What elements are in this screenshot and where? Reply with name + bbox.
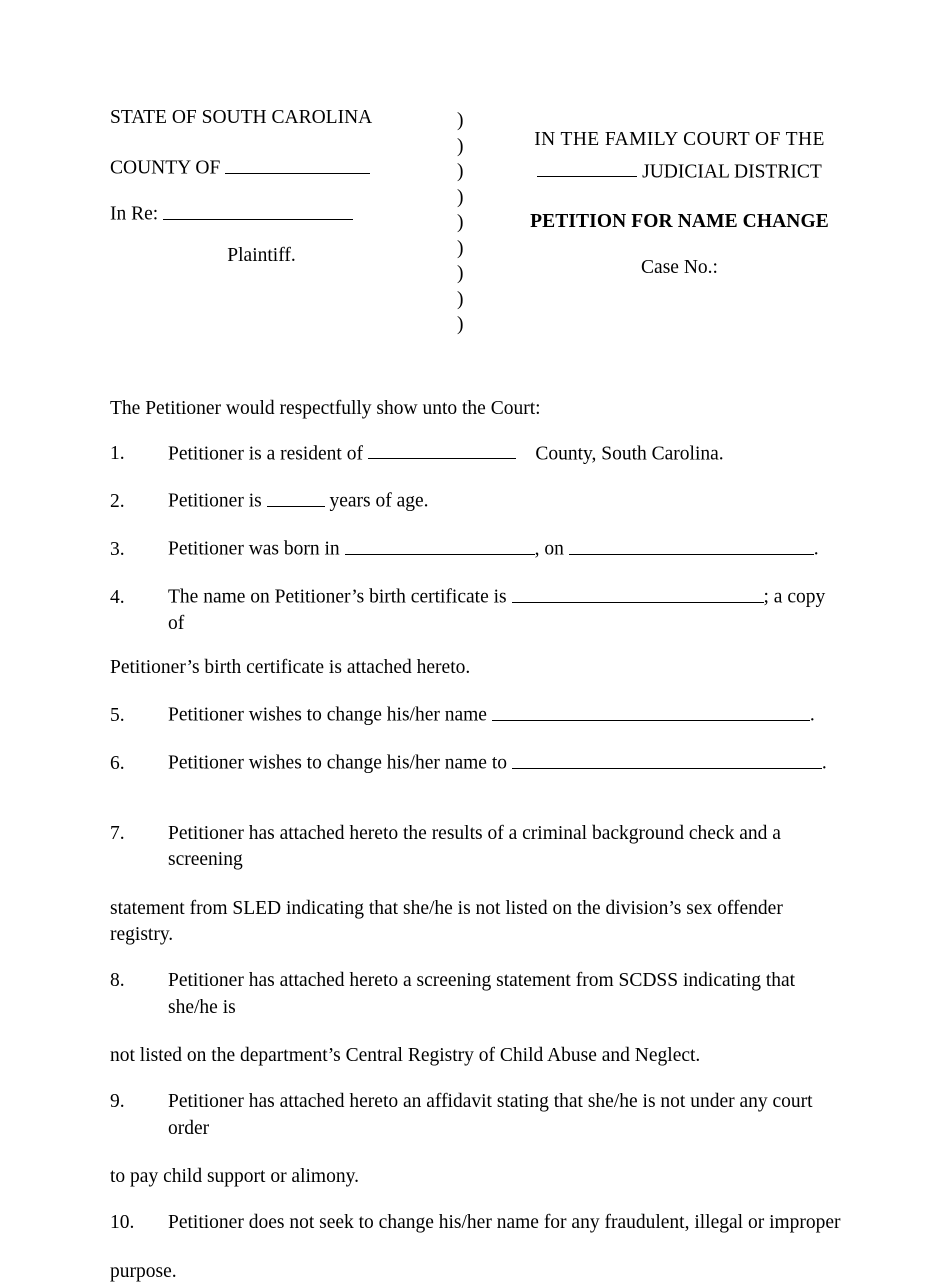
item-text-before: Petitioner wishes to change his/her name xyxy=(168,704,487,726)
judicial-district-line xyxy=(517,158,842,182)
paren-mark-5: ) xyxy=(457,212,464,233)
item-number: 4. xyxy=(110,586,125,608)
new-name-blank[interactable] xyxy=(512,749,822,769)
item-text-after: County, South Carolina. xyxy=(535,443,724,465)
paren-mark-4: ) xyxy=(457,186,464,208)
item-text xyxy=(168,749,842,777)
list-item xyxy=(110,968,842,1021)
item-continuation: to pay child support or alimony. xyxy=(110,1165,359,1187)
age-blank[interactable] xyxy=(267,487,325,507)
birth-certificate-name-blank[interactable] xyxy=(512,583,764,603)
resident-county-blank[interactable] xyxy=(368,440,516,460)
item-text-after: . xyxy=(821,752,827,774)
birth-date-blank[interactable] xyxy=(569,535,814,555)
item-text xyxy=(168,583,842,637)
item-number: 6. xyxy=(110,752,125,774)
item-text xyxy=(168,821,842,874)
item-continuation: purpose. xyxy=(110,1260,177,1282)
item-number: 1. xyxy=(110,443,125,465)
item-text xyxy=(168,701,842,729)
item-text-after: . xyxy=(813,538,819,560)
paren-mark-3: ) xyxy=(457,161,464,182)
paren-mark-1: ) xyxy=(457,110,464,131)
birth-place-blank[interactable] xyxy=(345,535,535,555)
paren-mark-8: ) xyxy=(457,288,464,310)
item-text: Petitioner does not seek to change his/her name for any fraudulent, illegal or improper xyxy=(168,1212,841,1234)
paren-column xyxy=(455,100,517,338)
item-number: 5. xyxy=(110,704,125,726)
item-continuation: statement from SLED indicating that she/he is not listed on the division’s sex offender registry. xyxy=(110,897,783,946)
list-item xyxy=(110,440,842,468)
judicial-district-blank[interactable] xyxy=(537,158,637,178)
item-text: Petitioner has attached hereto an affidavit stating that she/he is not under any court order xyxy=(168,1091,813,1139)
list-item xyxy=(110,487,842,515)
item-number: 3. xyxy=(110,538,125,560)
item-number: 10. xyxy=(110,1212,135,1234)
item-text-line-1: Petitioner has attached hereto the results of a criminal background check and a xyxy=(168,823,781,845)
paren-mark-9: ) xyxy=(457,314,464,335)
caption-right-column xyxy=(517,100,842,278)
in-re-line xyxy=(110,200,455,246)
current-name-blank[interactable] xyxy=(492,701,810,721)
item-text-before: Petitioner is a resident of xyxy=(168,443,363,465)
list-item xyxy=(110,583,842,637)
caption-left-column xyxy=(110,100,455,290)
list-item xyxy=(110,1089,842,1142)
item-text-line-2: screening xyxy=(168,849,243,871)
list-item xyxy=(110,535,842,563)
county-label: COUNTY OF xyxy=(110,157,221,179)
page-title: PETITION FOR NAME CHANGE xyxy=(530,210,829,232)
item-number: 2. xyxy=(110,490,125,512)
state-line xyxy=(110,108,455,154)
list-item xyxy=(110,749,842,777)
intro-paragraph: The Petitioner would respectfully show unto the Court: xyxy=(110,397,541,419)
item-text xyxy=(168,440,842,468)
item-text xyxy=(168,535,842,563)
item-number: 9. xyxy=(110,1091,125,1113)
item-text-before: Petitioner is xyxy=(168,490,262,512)
plaintiff-line xyxy=(110,246,455,290)
item-text-after: . xyxy=(809,704,815,726)
list-item xyxy=(110,1210,842,1236)
item-text-before: Petitioner wishes to change his/her name to xyxy=(168,752,508,774)
judicial-district-label: JUDICIAL DISTRICT xyxy=(642,161,822,183)
paren-mark-7: ) xyxy=(457,263,464,284)
list-item xyxy=(110,701,842,729)
item-text: Petitioner has attached hereto a screening statement from SCDSS indicating that she/he is xyxy=(168,970,796,1018)
caption-block xyxy=(110,100,842,338)
item-continuation: Petitioner’s birth certificate is attached hereto. xyxy=(110,657,471,679)
body-content xyxy=(110,398,842,1285)
item-continuation: not listed on the department’s Central Registry of Child Abuse and Neglect. xyxy=(110,1044,701,1066)
paren-mark-2: ) xyxy=(457,135,464,157)
item-number: 8. xyxy=(110,970,125,992)
case-number-label: Case No.: xyxy=(641,257,718,279)
item-text-before: Petitioner was born in xyxy=(168,538,340,560)
plaintiff-label: Plaintiff. xyxy=(227,245,296,266)
in-re-label: In Re: xyxy=(110,203,159,225)
paren-mark-6: ) xyxy=(457,237,464,259)
court-name-line: IN THE FAMILY COURT OF THE xyxy=(534,129,825,150)
state-label: STATE OF SOUTH CAROLINA xyxy=(110,107,373,128)
county-fill-blank[interactable] xyxy=(225,154,370,174)
item-text-after: ; a copy of xyxy=(168,586,826,634)
item-number: 7. xyxy=(110,823,125,845)
in-re-fill-blank[interactable] xyxy=(163,200,353,220)
item-text xyxy=(168,487,842,515)
item-text-after: years of age. xyxy=(329,490,429,512)
list-item xyxy=(110,821,842,874)
item-text-middle: , on xyxy=(534,538,564,560)
county-line xyxy=(110,154,455,200)
item-text-before: The name on Petitioner’s birth certificate is xyxy=(168,586,507,608)
